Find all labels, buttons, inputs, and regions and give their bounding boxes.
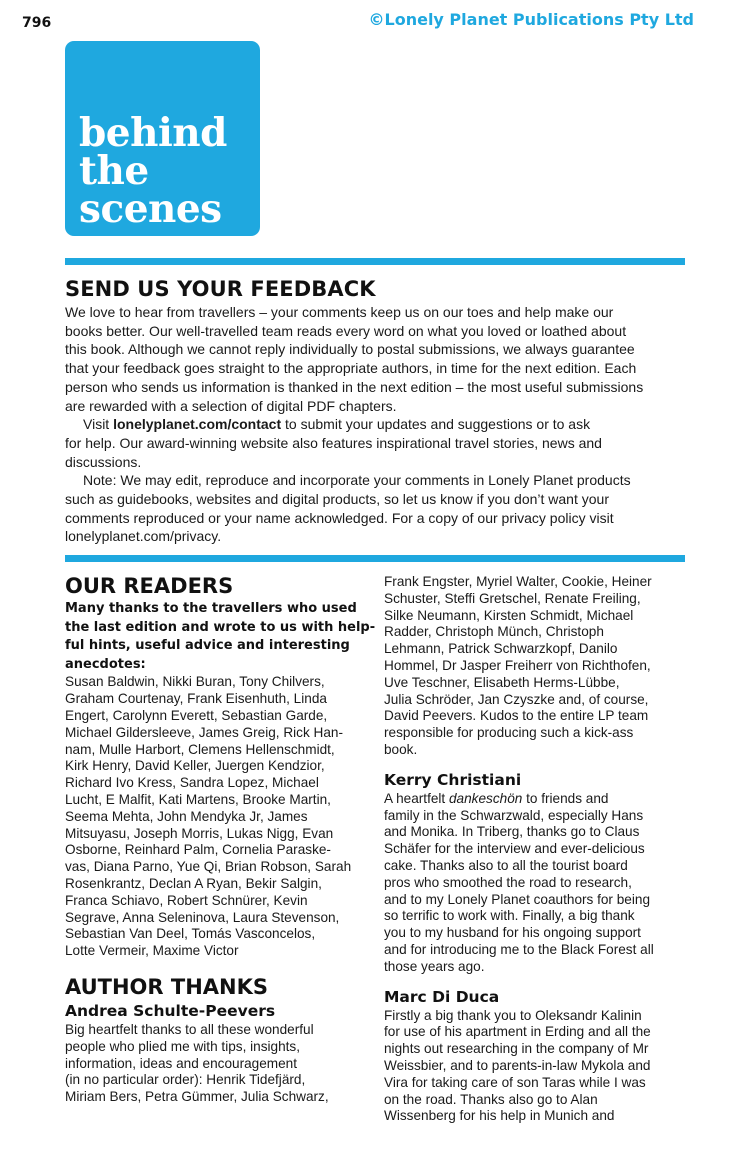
italic-word: dankeschön: [449, 790, 523, 806]
text-line: responsible for producing such a kick-ass: [384, 725, 634, 741]
section-title-line: behind: [79, 110, 227, 156]
text-line: those years ago.: [384, 958, 485, 974]
text-line: family in the Schwarzwald, especially Hans: [384, 807, 644, 823]
text-line: Franca Schiavo, Robert Schnürer, Kevin: [65, 892, 308, 908]
text-fragment: Visit: [83, 416, 114, 433]
andrea-thanks-text: [65, 1022, 370, 1106]
text-line: Kirk Henry, David Keller, Juergen Kendzior,: [65, 758, 325, 774]
contact-link[interactable]: lonelyplanet.com/contact: [113, 416, 282, 433]
text-line: Silke Neumann, Kirsten Schmidt, Michael: [384, 607, 634, 623]
author-thanks-heading: AUTHOR THANKS: [65, 974, 269, 999]
text-line: for use of his apartment in Erding and all the: [384, 1024, 651, 1040]
text-line: Rosenkrantz, Declan A Ryan, Bekir Salgin,: [65, 875, 322, 891]
text-line: Frank Engster, Myriel Walter, Cookie, Heiner: [384, 574, 652, 589]
text-line: Lehmann, Patrick Schwarzkopf, Danilo: [384, 641, 618, 657]
text-line: and to my Lonely Planet coauthors for being: [384, 891, 651, 907]
text-line: Wissenberg for his help in Munich and: [384, 1108, 615, 1124]
text-line: Segrave, Anna Seleninova, Laura Stevenson,: [65, 909, 340, 925]
text-line: Julia Schröder, Jan Czyszke and, of course,: [384, 691, 649, 707]
text-line: such as guidebooks, websites and digital products, so let us know if you don’t want your: [65, 491, 609, 508]
text-line: on the road. Thanks also go to Alan: [384, 1091, 598, 1107]
text-line: the last edition and wrote to us with help-: [65, 619, 376, 635]
readers-names: [65, 674, 370, 960]
text-line: information, ideas and encouragement: [65, 1055, 297, 1071]
readers-intro: [65, 600, 376, 674]
text-line: person who sends us information is thanked in the next edition – the most useful submissions: [65, 378, 644, 395]
text-fragment: to friends and: [522, 790, 609, 806]
text-line: are rewarded with a selection of digital PDF chapters.: [65, 397, 397, 414]
text-line: Vira for taking care of son Taras while I was: [384, 1074, 646, 1090]
text-line: Engert, Carolynn Everett, Sebastian Garde,: [65, 707, 328, 723]
text-line: Mitsuyasu, Joseph Morris, Lukas Nigg, Evan: [65, 825, 334, 841]
page-number: 796: [22, 15, 52, 31]
text-line: [384, 791, 690, 808]
marc-thanks-text: [384, 1008, 690, 1126]
text-line: Uve Teschner, Elisabeth Herms-Lübbe,: [384, 674, 620, 690]
kerry-thanks-text: [384, 791, 690, 976]
text-line: anecdotes:: [65, 656, 146, 672]
text-line: and for introducing me to the Black Forest all: [384, 941, 654, 957]
feedback-body: [65, 303, 690, 546]
text-line: Susan Baldwin, Nikki Buran, Tony Chilvers,: [65, 674, 325, 690]
left-column: [65, 573, 376, 1106]
divider-rule: [65, 258, 685, 265]
feedback-paragraph: [65, 303, 690, 415]
text-line: Big heartfelt thanks to all these wonderful: [65, 1021, 314, 1037]
text-line: Weissbier, and to parents-in-law Mykola and: [384, 1057, 651, 1073]
text-line: and Monika. In Triberg, thanks go to Claus: [384, 824, 640, 840]
feedback-paragraph: [65, 471, 690, 546]
text-line: Graham Courtenay, Frank Eisenhuth, Linda: [65, 691, 327, 707]
text-line: nam, Mulle Harbort, Clemens Hellenschmidt,: [65, 741, 335, 757]
text-fragment: to submit your updates and suggestions or to ask: [281, 416, 591, 433]
text-line: cake. Thanks also to all the tourist board: [384, 857, 628, 873]
text-line: (in no particular order): Henrik Tidefjärd,: [65, 1072, 306, 1088]
author-name: Marc Di Duca: [384, 987, 500, 1006]
text-line: Firstly a big thank you to Oleksandr Kalinin: [384, 1007, 642, 1023]
text-line: David Peevers. Kudos to the entire LP team: [384, 708, 649, 724]
text-line: Lotte Vermeir, Maxime Victor: [65, 943, 239, 959]
text-line: discussions.: [65, 453, 142, 470]
text-line: Hommel, Dr Jasper Freiherr von Richthofen,: [384, 657, 651, 673]
text-line: Richard Ivo Kress, Sandra Lopez, Michael: [65, 775, 319, 791]
andrea-thanks-continued: [384, 574, 690, 759]
right-column: [384, 574, 690, 1125]
text-line: lonelyplanet.com/privacy.: [65, 528, 222, 545]
text-line: Lucht, E Malfit, Kati Martens, Brooke Martin,: [65, 791, 331, 807]
text-line: book.: [384, 741, 418, 757]
text-line: Sebastian Van Deel, Tomás Vasconcelos,: [65, 926, 316, 942]
copyright-notice: ©Lonely Planet Publications Pty Ltd: [368, 10, 694, 29]
readers-heading: OUR READERS: [65, 574, 234, 598]
text-line: pros who smoothed the road to research,: [384, 874, 632, 890]
text-line: people who plied me with tips, insights,: [65, 1038, 300, 1054]
text-line: vas, Diana Parno, Yue Qi, Brian Robson, Sarah: [65, 859, 352, 875]
text-line: Miriam Bers, Petra Gümmer, Julia Schwarz,: [65, 1089, 329, 1105]
text-line: Many thanks to the travellers who used: [65, 601, 357, 616]
section-title-line: the: [79, 148, 149, 194]
text-line: ful hints, useful advice and interesting: [65, 638, 350, 654]
text-line: books better. Our well-travelled team reads every word on what you loved or loathed about: [65, 322, 627, 339]
text-line: for help. Our award-winning website also features inspirational travel stories, news and: [65, 434, 602, 451]
text-line: this book. Although we cannot reply individually to postal submissions, we always guarantee: [65, 341, 635, 358]
text-line: Michael Gildersleeve, James Greig, Rick Han-: [65, 724, 344, 740]
text-line: Radder, Christoph Münch, Christoph: [384, 624, 604, 640]
text-line: so terrific to work with. Finally, a big thank: [384, 908, 635, 924]
text-line: Schäfer for the interview and ever-delicious: [384, 841, 645, 857]
feedback-heading: SEND US YOUR FEEDBACK: [65, 277, 376, 301]
feedback-paragraph: [65, 415, 690, 471]
author-name: Andrea Schulte-Peevers: [65, 1001, 276, 1020]
text-line: We love to hear from travellers – your comments keep us on our toes and help make our: [65, 304, 614, 320]
author-name: Kerry Christiani: [384, 770, 522, 789]
divider-rule: [65, 555, 685, 562]
text-line: Note: We may edit, reproduce and incorporate your comments in Lonely Planet products: [83, 472, 631, 489]
text-line: you to my husband for his ongoing support: [384, 925, 641, 941]
section-title-line: scenes: [79, 186, 222, 232]
section-title-box: [65, 41, 260, 236]
text-line: Schuster, Steffi Gretschel, Renate Freiling,: [384, 590, 641, 606]
text-line: that your feedback goes straight to the appropriate authors, in time for the next edition. Each: [65, 360, 637, 377]
text-line: Osborne, Reinhard Palm, Cornelia Paraske-: [65, 842, 331, 858]
text-line: comments reproduced or your name acknowledged. For a copy of our privacy policy visit: [65, 509, 614, 526]
text-line: nights out researching in the company of Mr: [384, 1041, 649, 1057]
text-fragment: A heartfelt: [384, 790, 449, 806]
text-line: [65, 415, 690, 434]
text-line: Seema Mehta, John Mendyka Jr, James: [65, 808, 308, 824]
